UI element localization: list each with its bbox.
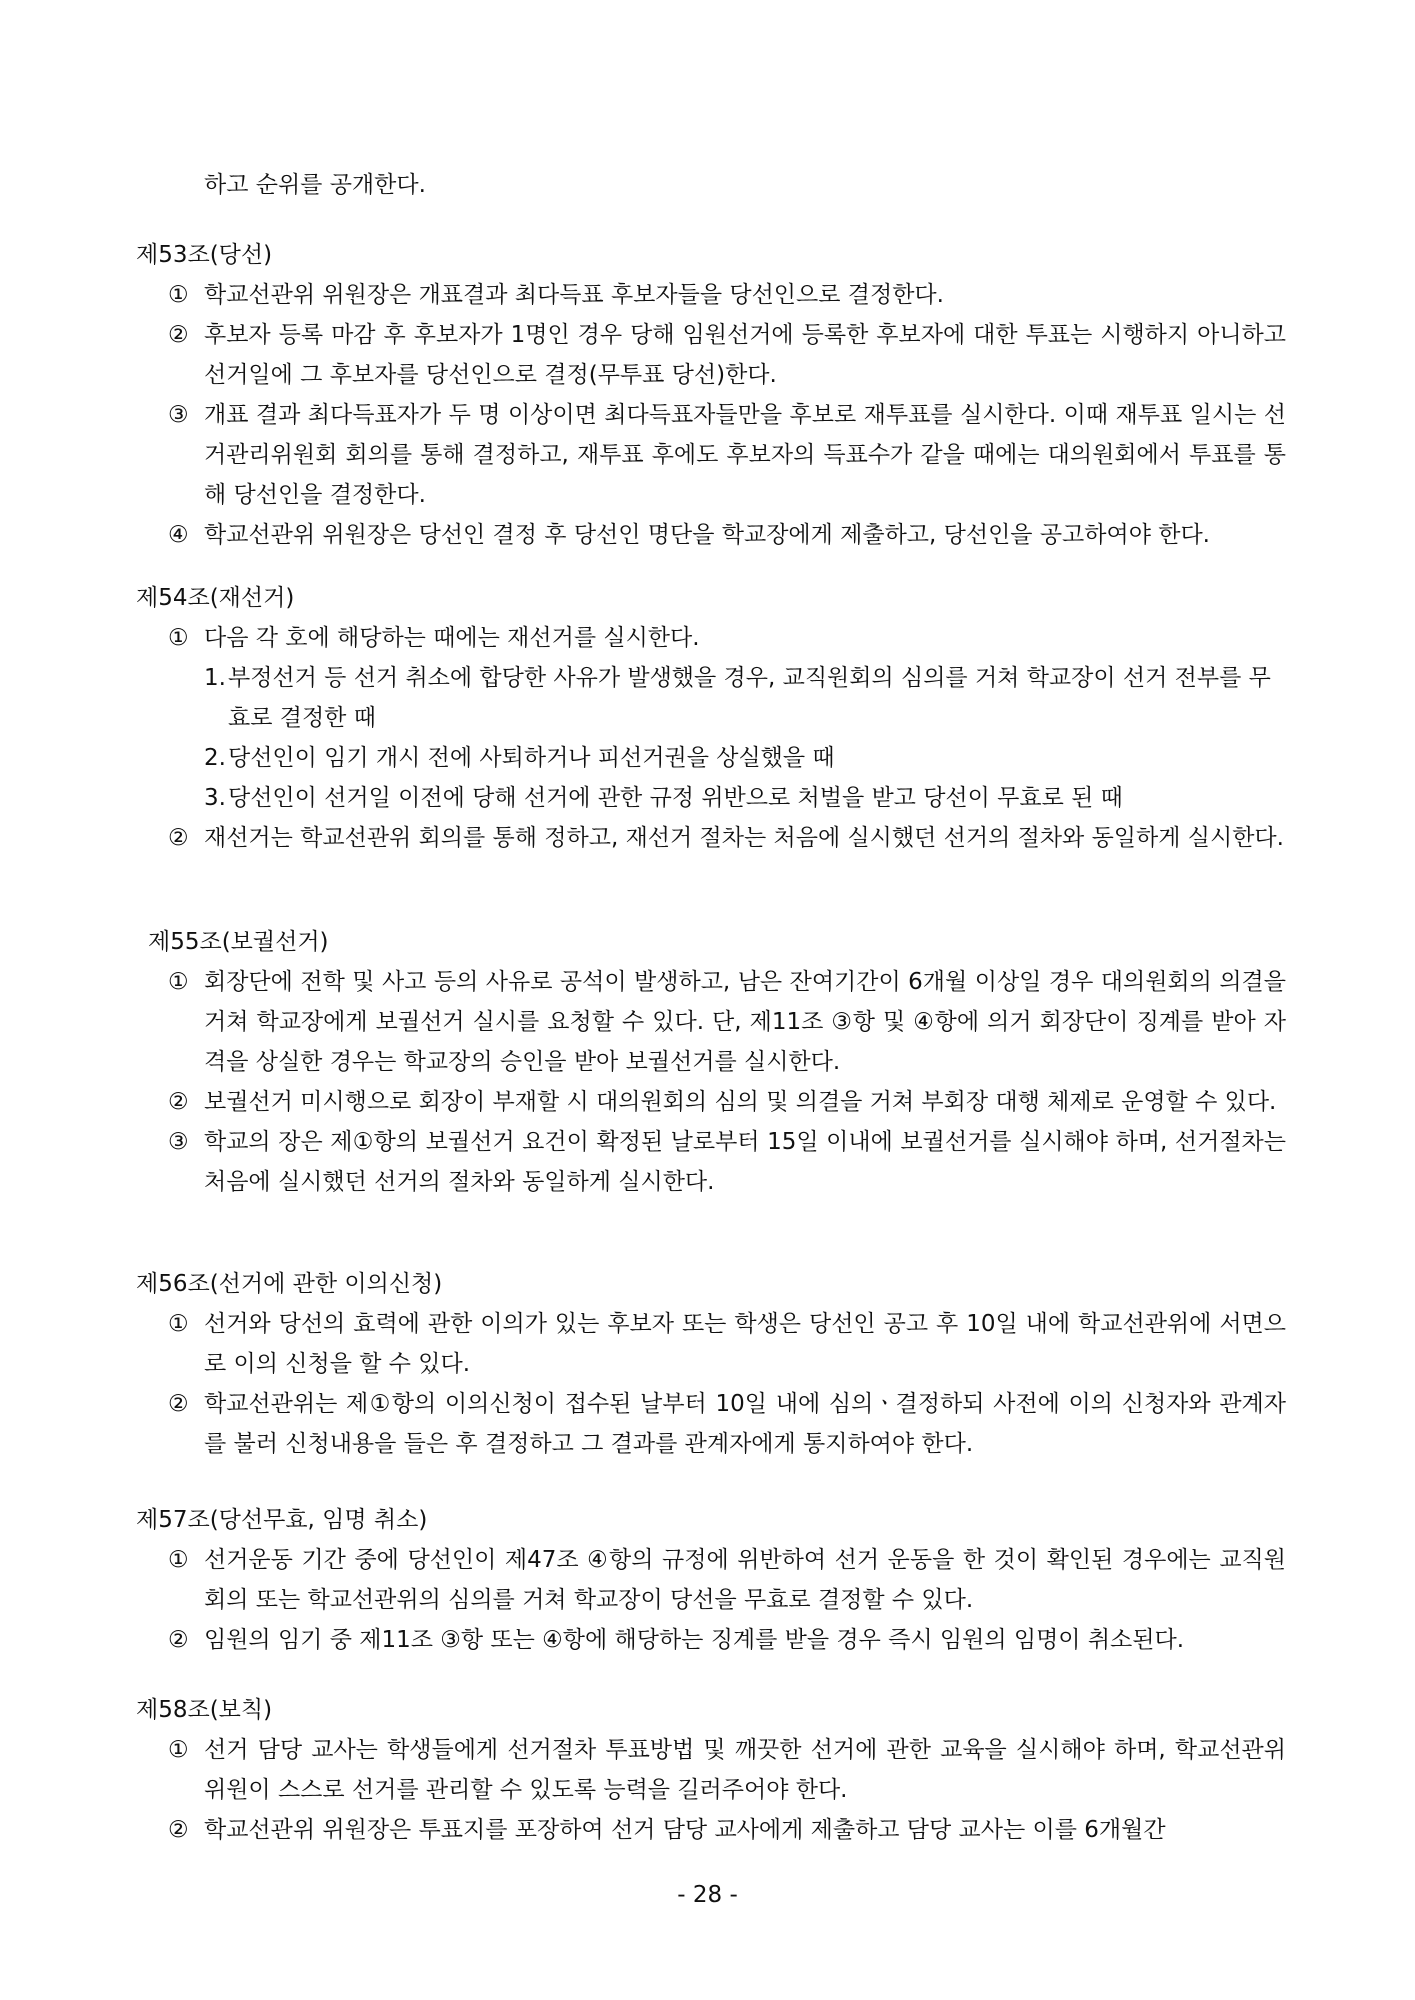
article-heading: 제56조(선거에 관한 이의신청) [136,1271,443,1297]
clause-item: ② 후보자 등록 마감 후 후보자가 1명인 경우 당해 임원선거에 등록한 후보자에 대한 투표는 시행하지 아니하고 선거일에 그 후보자를 당선인으로 결정(무투표 당선)한다. [168,322,1286,388]
article-heading: 제54조(재선거) [136,585,295,611]
article-54 [136,578,1286,858]
sub-item: 3. 당선인이 선거일 이전에 당해 선거에 관한 규정 위반으로 처벌을 받고 당선이 무효로 된 때 [204,785,1123,811]
clause-item: ① 학교선관위 위원장은 개표결과 최다득표 후보자들을 당선인으로 결정한다. [168,282,944,308]
clause-item: ② 임원의 임기 중 제11조 ③항 또는 ④항에 해당하는 징계를 받을 경우 즉시 임원의 임명이 취소된다. [168,1627,1185,1653]
article-57 [136,1500,1286,1660]
clause-item: ① 선거와 당선의 효력에 관한 이의가 있는 후보자 또는 학생은 당선인 공고 후 10일 내에 학교선관위에 서면으로 이의 신청을 할 수 있다. [168,1311,1286,1377]
clause-item: ② 재선거는 학교선관위 회의를 통해 정하고, 재선거 절차는 처음에 실시했던 선거의 절차와 동일하게 실시한다. [168,825,1284,851]
clause-item: ② 보궐선거 미시행으로 회장이 부재할 시 대의원회의 심의 및 의결을 거쳐 부회장 대행 체제로 운영할 수 있다. [168,1089,1277,1115]
sub-item: 1. 부정선거 등 선거 취소에 합당한 사유가 발생했을 경우, 교직원회의 심의를 거쳐 학교장이 선거 전부를 무효로 결정한 때 [204,665,1271,731]
article-53 [136,235,1286,555]
clause-item: ③ 학교의 장은 제①항의 보궐선거 요건이 확정된 날로부터 15일 이내에 보궐선거를 실시해야 하며, 선거절차는 처음에 실시했던 선거의 절차와 동일하게 실시한다. [168,1129,1286,1195]
page-number: - 28 - [677,1882,738,1908]
article-55 [136,922,1286,1202]
article-58 [136,1690,1286,1850]
clause-item: ① 선거운동 기간 중에 당선인이 제47조 ④항의 규정에 위반하여 선거 운동을 한 것이 확인된 경우에는 교직원회의 또는 학교선관위의 심의를 거쳐 학교장이 당선을 무효로 결정할 수 있다. [168,1547,1286,1613]
article-56 [136,1264,1286,1464]
article-heading: 제55조(보궐선거) [148,929,329,955]
clause-item: ① 선거 담당 교사는 학생들에게 선거절차 투표방법 및 깨끗한 선거에 관한 교육을 실시해야 하며, 학교선관위 위원이 스스로 선거를 관리할 수 있도록 능력을 길러주어야 한다. [168,1737,1286,1803]
article-heading: 제57조(당선무효, 임명 취소) [136,1507,428,1533]
sub-item: 2. 당선인이 임기 개시 전에 사퇴하거나 피선거권을 상실했을 때 [204,745,835,771]
article-heading: 제58조(보칙) [136,1697,273,1723]
clause-item: ② 학교선관위 위원장은 투표지를 포장하여 선거 담당 교사에게 제출하고 담당 교사는 이를 6개월간 [168,1817,1166,1843]
clause-item: ① 다음 각 호에 해당하는 때에는 재선거를 실시한다. [168,625,700,651]
clause-item: ④ 학교선관위 위원장은 당선인 결정 후 당선인 명단을 학교장에게 제출하고, 당선인을 공고하여야 한다. [168,522,1210,548]
clause-item: ① 회장단에 전학 및 사고 등의 사유로 공석이 발생하고, 남은 잔여기간이 6개월 이상일 경우 대의원회의 의결을 거쳐 학교장에게 보궐선거 실시를 요청할 수 있다. 단, 제11조 ③항 및 ④항에 의거 회장단이 징계를 받아 자격을 상실한 경우는 학교장의 승인을 받아 보궐선거를 실시한다. [168,969,1286,1075]
article-heading: 제53조(당선) [136,242,273,268]
clause-item: ③ 개표 결과 최다득표자가 두 명 이상이면 최다득표자들만을 후보로 재투표를 실시한다. 이때 재투표 일시는 선거관리위원회 회의를 통해 결정하고, 재투표 후에도 후보자의 득표수가 같을 때에는 대의원회에서 투표를 통해 당선인을 결정한다. [168,402,1286,508]
clause-item: ② 학교선관위는 제①항의 이의신청이 접수된 날부터 10일 내에 심의ㆍ결정하되 사전에 이의 신청자와 관계자를 불러 신청내용을 들은 후 결정하고 그 결과를 관계자에게 통지하여야 한다. [168,1391,1286,1457]
continuation-text: 하고 순위를 공개한다. [204,172,426,198]
